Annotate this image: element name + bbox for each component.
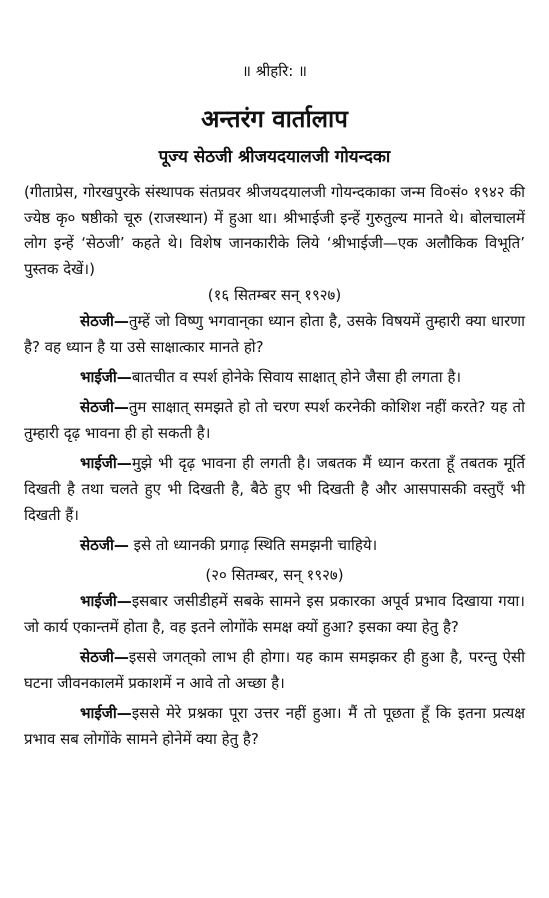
- intro-paragraph: (गीताप्रेस, गोरखपुरके संस्थापक संतप्रवर श्रीजयदयालजी गोयन्दकाका जन्म वि०सं० १९४२ की ज्येष्ठ कृ० षष्ठीको चूरु (राजस्थान) में हुआ था। श्रीभाईजी इन्हें गुरुतुल्य मानते थे। बोलचालमें लोग इन्हें ‘सेठजी’ कहते थे। विशेष जानकारीके लिये ‘श्रीभाईजी—एक अलौकिक विभूति’ पुस्तक देखें।): [24, 183, 525, 278]
- dialogue-text: बातचीत व स्पर्श होनेके सिवाय साक्षात् होने जैसा ही लगता है।: [131, 368, 462, 386]
- dialogue-paragraph: [24, 532, 525, 558]
- dialogue-text: तुम्हें जो विष्णु भगवान्‌का ध्यान होता है, उसके विषयमें तुम्हारी क्या धारणा है? वह ध्यान है या उसे साक्षात्कार मानते हो?: [24, 312, 525, 356]
- section-date: (२० सितम्बर, सन् १९२७): [205, 566, 344, 584]
- speaker-label: सेठजी—: [80, 312, 129, 330]
- page-subtitle: पूज्य सेठजी श्रीजयदयालजी गोयन्दका: [158, 147, 391, 167]
- dialogue-paragraph: [24, 308, 525, 360]
- speaker-label: सेठजी—: [80, 398, 129, 416]
- dialogue-paragraph: [24, 364, 525, 390]
- speaker-label: भाईजी—: [80, 592, 132, 610]
- dialogue-text: इसबार जसीडीहमें सबके सामने इस प्रकारका अपूर्व प्रभाव दिखाया गया। जो कार्य एकान्तमें होता है, वह इतने लोगोंके समक्ष क्यों हुआ? इसका क्या हेतु है?: [24, 592, 525, 636]
- speaker-label: भाईजी—: [80, 454, 132, 472]
- dialogue-paragraph: [24, 394, 525, 446]
- dialogue-paragraph: [24, 644, 525, 696]
- dialogue-text: इससे जगत्‌को लाभ ही होगा। यह काम समझकर ही हुआ है, परन्तु ऐसी घटना जीवनकालमें प्रकाशमें न आवे तो अच्छा है।: [24, 648, 525, 692]
- dialogue-text: इसे तो ध्यानकी प्रगाढ़ स्थिति समझनी चाहिये।: [128, 536, 378, 554]
- dialogue-text: इससे मेरे प्रश्नका पूरा उत्तर नहीं हुआ। मैं तो पूछता हूँ कि इतना प्रत्यक्ष प्रभाव सब लोगोंके सामने होनेमें क्या हेतु है?: [24, 704, 525, 748]
- dialogue-paragraph: [24, 450, 525, 528]
- speaker-label: भाईजी—: [80, 368, 132, 386]
- page-title: अन्तरंग वार्तालाप: [201, 105, 348, 133]
- speaker-label: सेठजी—: [80, 536, 129, 554]
- invocation-heading: ॥ श्रीहरि: ॥: [241, 62, 308, 80]
- section-1: [24, 282, 525, 558]
- speaker-label: भाईजी—: [80, 704, 132, 722]
- section-date: (१६ सितम्बर सन् १९२७): [207, 286, 342, 304]
- dialogue-paragraph: [24, 588, 525, 640]
- dialogue-text: मुझे भी दृढ़ भावना ही लगती है। जबतक मैं ध्यान करता हूँ तबतक मूर्ति दिखती है तथा चलते हुए भी दिखती है, बैठे हुए भी दिखती है और आसपासकी वस्तुएँ भी दिखती हैं।: [24, 454, 525, 524]
- dialogue-paragraph: [24, 700, 525, 752]
- section-2: [24, 562, 525, 752]
- dialogue-text: तुम साक्षात् समझते हो तो चरण स्पर्श करनेकी कोशिश नहीं करते? यह तो तुम्हारी दृढ़ भावना ही हो सकती है।: [24, 398, 525, 442]
- speaker-label: सेठजी—: [80, 648, 129, 666]
